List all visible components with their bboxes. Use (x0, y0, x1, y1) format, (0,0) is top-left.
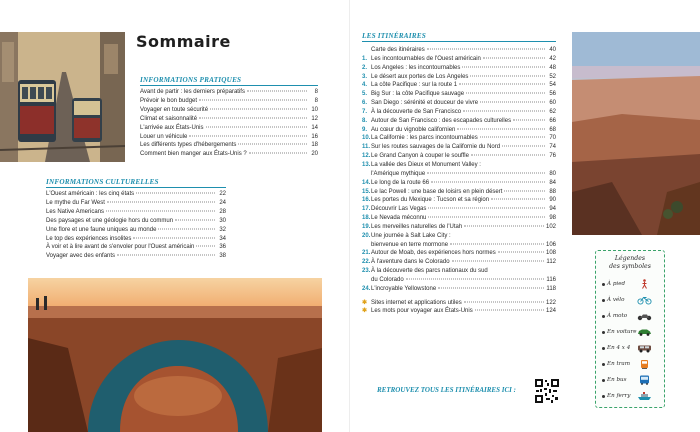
toc-page-number: 62 (549, 108, 556, 115)
legend-title (596, 255, 664, 270)
toc-entry-label: Sites internet et applications utiles (371, 299, 462, 306)
toc-entry[interactable] (362, 170, 556, 179)
toc-page-number: 68 (549, 126, 556, 133)
toc-entry[interactable] (362, 108, 556, 117)
toc-entry[interactable] (362, 55, 556, 64)
toc-entry[interactable] (362, 143, 556, 152)
toc-entry[interactable] (46, 226, 226, 235)
car-icon (637, 327, 652, 337)
page-title: Sommaire (136, 32, 231, 51)
toc-entry-label: Le top des expériences insolites (46, 235, 132, 242)
dot-leader (464, 225, 544, 226)
toc-entry[interactable] (362, 223, 556, 232)
toc-page-number: 70 (549, 135, 556, 142)
toc-number: 13. (362, 161, 371, 168)
toc-page-number: 76 (549, 153, 556, 160)
toc-entry-label: La côte Pacifique : sur la route 1 (371, 82, 458, 89)
toc-entry[interactable] (46, 243, 226, 252)
toc-number: 23. (362, 268, 371, 275)
toc-entry[interactable] (362, 90, 556, 99)
section-heading-pratiques: INFORMATIONS PRATIQUES (140, 76, 242, 84)
toc-page-number: 102 (545, 223, 556, 230)
toc-entry[interactable] (362, 152, 556, 161)
legend-box (595, 250, 665, 408)
toc-number: 10. (362, 135, 371, 142)
toc-entry[interactable] (140, 106, 318, 115)
toc-entry[interactable] (362, 196, 556, 205)
toc-entry[interactable] (46, 252, 226, 261)
toc-entry-label: Découvrir Las Vegas (371, 206, 427, 213)
toc-entry-label: Les mots pour voyager aux États-Unis (371, 308, 473, 315)
toc-page-number: 88 (549, 188, 556, 195)
toc-culturelles-list (46, 190, 226, 261)
toc-entry-label: Le désert aux portes de Los Angeles (371, 73, 469, 80)
legend-label: En voiture (607, 329, 637, 335)
toc-entry[interactable] (362, 285, 556, 294)
dot-leader (196, 246, 215, 247)
toc-number: 17. (362, 206, 371, 213)
legend-item-bicycle (602, 294, 660, 306)
dot-leader (491, 199, 545, 200)
legend-item-suv (602, 342, 660, 354)
toc-number: 2. (362, 64, 368, 71)
toc-page-number: 94 (549, 206, 556, 213)
toc-number: 12. (362, 153, 371, 160)
toc-number: 11. (362, 144, 371, 151)
toc-page-number: 34 (219, 235, 226, 242)
toc-page-number: 36 (219, 244, 226, 251)
toc-page-number: 122 (545, 299, 556, 306)
toc-entry-label: L'arrivée aux États-Unis (140, 124, 204, 131)
dot-leader (428, 217, 545, 218)
toc-entry[interactable] (362, 64, 556, 73)
toc-page-number: 10 (311, 106, 318, 113)
legend-item-bus (602, 374, 660, 386)
toc-page-number: 54 (549, 82, 556, 89)
grand-canyon-photo (572, 32, 700, 235)
toc-page-number: 112 (546, 259, 556, 266)
toc-number: 1. (362, 55, 368, 62)
toc-number: 22. (362, 259, 371, 266)
toc-entry-label: L'Ouest américain : les cinq états (46, 191, 135, 197)
bus-icon (637, 375, 652, 385)
toc-number: 9. (362, 126, 368, 133)
toc-number: 4. (362, 82, 368, 89)
toc-entry[interactable] (140, 124, 318, 133)
legend-label: En tram (607, 361, 631, 367)
toc-number: 6. (362, 100, 368, 107)
dot-leader (136, 193, 215, 194)
dot-leader (106, 210, 215, 211)
bullet-icon (602, 299, 605, 302)
dot-leader (249, 153, 307, 154)
bullet-icon (602, 395, 605, 398)
toc-entry-label: Climat et saisonnalité (140, 115, 198, 122)
dot-leader (238, 144, 307, 145)
toc-number: 7. (362, 108, 368, 115)
toc-entry[interactable] (362, 276, 556, 285)
section-heading-culturelles: INFORMATIONS CULTURELLES (46, 178, 159, 186)
toc-page-number: 20 (311, 151, 318, 158)
toc-entry[interactable] (362, 99, 556, 108)
qr-code-icon[interactable] (534, 378, 560, 404)
dot-leader (438, 287, 544, 288)
toc-itineraires-list (362, 46, 556, 316)
dot-leader (199, 117, 307, 118)
toc-entry-label: l'Amérique mythique (371, 170, 426, 177)
star-icon: ✱ (362, 308, 368, 315)
dot-leader (406, 278, 545, 279)
toc-entry[interactable] (46, 217, 226, 226)
toc-page-number: 48 (549, 64, 556, 71)
toc-entry[interactable] (362, 205, 556, 214)
dot-leader (463, 110, 545, 111)
toc-entry-label: Une flore et une faune uniques au monde (46, 226, 157, 233)
section-rule (140, 85, 318, 86)
bullet-icon (602, 315, 605, 318)
toc-entry-label: Louer un véhicule (140, 133, 188, 140)
toc-entry-label: À l'aventure dans le Colorado (371, 259, 450, 266)
toc-entry[interactable] (362, 117, 556, 126)
legend-title-line1: Légendes (614, 255, 646, 262)
toc-page-number: 18 (311, 142, 318, 149)
toc-number: 24. (362, 285, 371, 292)
toc-page-number: 118 (546, 285, 556, 292)
toc-page-number: 74 (549, 144, 556, 151)
toc-entry-label: Big Sur : la côte Pacifique sauvage (371, 91, 465, 98)
toc-entry-label: Une journée à Salt Lake City : (371, 232, 451, 239)
dot-leader (470, 75, 545, 76)
toc-entry-label: du Colorado (371, 276, 404, 283)
legend-item-tram (602, 358, 660, 370)
dot-leader (431, 181, 545, 182)
toc-entry-label: À la découverte des parcs nationaux du sud (371, 268, 488, 275)
toc-page-number: 108 (545, 250, 556, 257)
toc-number: 19. (362, 223, 371, 230)
dot-leader (133, 237, 215, 238)
dot-leader (462, 66, 545, 67)
toc-page-number: 12 (311, 115, 318, 122)
toc-page-number: 38 (219, 253, 226, 260)
toc-entry[interactable] (362, 258, 556, 267)
legend-title-line2: des symboles (609, 262, 651, 270)
toc-entry[interactable] (362, 214, 556, 223)
legend-label: En 4 x 4 (607, 345, 631, 351)
dot-leader (247, 91, 307, 92)
toc-entry[interactable] (46, 199, 226, 208)
toc-entry-label: L'incroyable Yellowstone (371, 285, 437, 292)
toc-number: 14. (362, 179, 371, 186)
toc-number: 15. (362, 188, 371, 195)
toc-entry[interactable] (362, 73, 556, 82)
toc-page-number: 66 (549, 117, 556, 124)
dot-leader (206, 126, 307, 127)
toc-page-number: 124 (545, 308, 556, 315)
toc-entry[interactable] (362, 126, 556, 135)
dot-leader (475, 310, 544, 311)
section-rule (46, 187, 226, 188)
toc-entry[interactable] (362, 249, 556, 258)
toc-entry-label: Comment bien manger aux États-Unis ? (140, 151, 247, 158)
toc-entry[interactable] (362, 232, 556, 241)
toc-page-number: 28 (219, 208, 226, 215)
tram-icon (637, 359, 652, 369)
toc-entry-label: À la découverte de San Francisco (371, 108, 462, 115)
toc-entry-label: Los Angeles : les incontournables (371, 64, 461, 71)
toc-number: 8. (362, 117, 368, 124)
toc-page-number: 40 (549, 47, 556, 53)
toc-entry[interactable] (140, 141, 318, 150)
page-gutter (349, 0, 350, 432)
dot-leader (107, 201, 215, 202)
toc-entry-label: bienvenue en terre mormone (371, 241, 449, 248)
toc-page-number: 98 (549, 215, 556, 222)
suv-icon (637, 343, 652, 353)
toc-page-number: 80 (549, 170, 556, 177)
toc-extra-entry[interactable] (362, 299, 556, 308)
toc-page-number: 8 (314, 89, 318, 95)
toc-entry-label: Au cœur du vignoble californien (371, 126, 456, 133)
toc-entry-label: Le long de la route 66 (371, 179, 430, 186)
toc-entry-label: La vallée des Dieux et Monument Valley : (371, 161, 481, 168)
motorcycle-icon (637, 311, 652, 321)
toc-page-number: 42 (549, 55, 556, 62)
horseshoe-bend-photo (28, 278, 322, 432)
toc-page-number: 30 (219, 217, 226, 224)
legend-item-car (602, 326, 660, 338)
dot-leader (158, 228, 215, 229)
toc-entry[interactable] (140, 133, 318, 142)
bullet-icon (602, 347, 605, 350)
toc-entry-label: Les Native Americans (46, 208, 105, 215)
toc-entry[interactable] (46, 190, 226, 199)
dot-leader (502, 146, 545, 147)
legend-label: À moto (607, 313, 628, 319)
toc-entry-label: Les portes du Mexique : Tucson et sa région (371, 197, 490, 204)
toc-number: 3. (362, 73, 368, 80)
dot-leader (504, 190, 545, 191)
dot-leader (498, 252, 544, 253)
toc-entry-label: Le Nevada méconnu (371, 215, 427, 222)
dot-leader (199, 99, 307, 100)
legend-label: À pied (607, 281, 626, 287)
dot-leader (480, 102, 545, 103)
toc-page-number: 116 (546, 276, 556, 283)
toc-page-number: 84 (549, 179, 556, 186)
toc-page-number: 8 (314, 97, 318, 104)
dot-leader (452, 261, 545, 262)
toc-entry[interactable] (362, 161, 556, 170)
toc-entry-label: Avant de partir : les derniers préparatifs (140, 89, 245, 95)
bicycle-icon (637, 295, 652, 305)
dot-leader (513, 119, 545, 120)
toc-entry-label: À voir et à lire avant de s'envoler pour l'Ouest américain (46, 244, 195, 251)
dot-leader (175, 219, 215, 220)
legend-label: En ferry (607, 393, 631, 399)
dot-leader (210, 108, 307, 109)
toc-page-number: 90 (549, 197, 556, 204)
toc-entry[interactable] (362, 46, 556, 55)
toc-entry[interactable] (140, 88, 318, 97)
toc-entry-label: Les merveilles naturelles de l'Utah (371, 223, 463, 230)
toc-entry[interactable] (140, 150, 318, 159)
dot-leader (450, 243, 544, 244)
bullet-icon (602, 379, 605, 382)
walking-icon (637, 279, 652, 289)
dot-leader (471, 155, 545, 156)
toc-entry[interactable] (140, 115, 318, 124)
section-rule (362, 41, 556, 42)
toc-page-number: 16 (311, 133, 318, 140)
toc-entry[interactable] (362, 134, 556, 143)
toc-page-number: 32 (219, 226, 226, 233)
toc-number: 5. (362, 91, 368, 98)
star-icon: ✱ (362, 299, 368, 306)
toc-page-number: 106 (545, 241, 556, 248)
section-heading-itineraires: LES ITINÉRAIRES (362, 32, 426, 40)
toc-entry-label: Prévoir le bon budget (140, 97, 198, 104)
legend-item-walking (602, 278, 660, 290)
toc-page-number: 52 (549, 73, 556, 80)
dot-leader (117, 255, 215, 256)
toc-entry[interactable] (362, 188, 556, 197)
toc-extra-entry[interactable] (362, 307, 556, 316)
toc-entry-label: Carte des itinéraires (371, 47, 425, 53)
toc-page-number: 22 (219, 191, 226, 197)
toc-number: 21. (362, 250, 371, 257)
toc-number: 18. (362, 215, 371, 222)
toc-number: 20. (362, 232, 371, 239)
bullet-icon (602, 331, 605, 334)
dot-leader (466, 93, 545, 94)
dot-leader (428, 208, 545, 209)
toc-entry-label: Les différents types d'hébergements (140, 142, 237, 149)
toc-page-number: 60 (549, 100, 556, 107)
legend-label: En bus (607, 377, 627, 383)
bullet-icon (602, 283, 605, 286)
toc-page-number: 24 (219, 199, 226, 206)
toc-entry[interactable] (362, 179, 556, 188)
toc-entry[interactable] (362, 81, 556, 90)
toc-entry-label: Voyager en toute sécurité (140, 106, 209, 113)
toc-entry-label: Le lac Powell : une base de loisirs en plein désert (371, 188, 503, 195)
legend-item-motorcycle (602, 310, 660, 322)
toc-page-number: 14 (311, 124, 318, 131)
toc-entry[interactable] (362, 267, 556, 276)
dot-leader (427, 172, 545, 173)
toc-entry-label: San Diego : sérénité et douceur de vivre (371, 100, 479, 107)
toc-entry[interactable] (46, 208, 226, 217)
ferry-icon (637, 391, 652, 401)
dot-leader (427, 49, 545, 50)
toc-entry-label: Le Grand Canyon à couper le souffle (371, 153, 469, 160)
toc-entry-label: Le mythe du Far West (46, 199, 105, 206)
dot-leader (189, 135, 307, 136)
dot-leader (483, 57, 545, 58)
dot-leader (480, 137, 545, 138)
toc-entry[interactable] (140, 97, 318, 106)
toc-entry[interactable] (362, 241, 556, 250)
toc-entry-label: Autour de San Francisco : des escapades culturelles (371, 117, 512, 124)
legend-item-ferry (602, 390, 660, 402)
toc-entry-label: Voyager avec des enfants (46, 253, 116, 260)
toc-entry-label: Sur les routes sauvages de la Californie du Nord (371, 144, 501, 151)
bullet-icon (602, 363, 605, 366)
toc-entry-label: Des paysages et une géologie hors du commun (46, 217, 174, 224)
toc-page-number: 56 (549, 91, 556, 98)
itineraries-link-text: RETROUVEZ TOUS LES ITINÉRAIRES ICI : (377, 386, 516, 394)
legend-label: À vélo (607, 297, 625, 303)
dot-leader (464, 301, 544, 302)
toc-entry[interactable] (46, 235, 226, 244)
toc-entry-label: La Californie : les parcs incontournables (371, 135, 478, 142)
toc-pratiques-list (140, 88, 318, 159)
toc-number: 16. (362, 197, 371, 204)
dot-leader (459, 84, 545, 85)
toc-entry-label: Autour de Moab, des expériences hors normes (371, 250, 496, 257)
cable-car-photo (0, 32, 125, 162)
toc-entry-label: Les incontournables de l'Ouest américain (371, 55, 481, 62)
dot-leader (457, 128, 545, 129)
